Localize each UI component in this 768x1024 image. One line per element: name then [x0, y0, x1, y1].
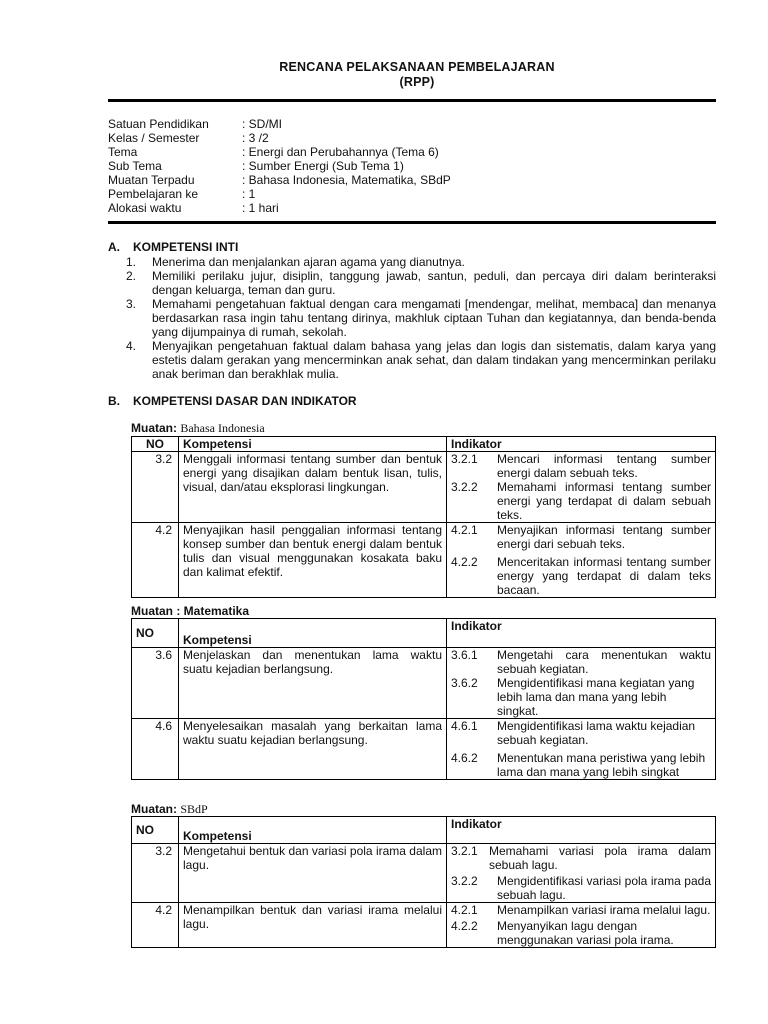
indikator-code: 4.2.2 [451, 555, 478, 569]
table-row [132, 719, 716, 780]
section-letter: A. [108, 240, 120, 254]
document-title: RENCANA PELAKSANAAN PEMBELAJARAN [279, 60, 555, 74]
indikator-code: 4.2.2 [451, 919, 478, 933]
indikator-item [451, 676, 711, 718]
col-header-indikator: Indikator [447, 437, 716, 452]
muatan-value: SBdP [180, 802, 208, 816]
col-header-no: NO [132, 437, 179, 452]
indikator-item [451, 751, 711, 779]
meta-key: Kelas / Semester [108, 131, 200, 145]
kd-number: 4.2 [132, 523, 179, 598]
section-title: KOMPETENSI DASAR DAN INDIKATOR [133, 394, 357, 408]
table-row [132, 648, 716, 719]
table-row [132, 844, 716, 903]
indikator-code: 4.6.2 [451, 751, 478, 765]
kd-kompetensi-line: Menjelaskan dan menentukan lama waktu [183, 648, 442, 662]
kd-number: 3.6 [132, 648, 179, 719]
kd-kompetensi-line: suatu kejadian berlangsung. [183, 662, 334, 676]
muatan-bahasa-indonesia [131, 421, 265, 436]
ki-number: 3. [126, 297, 137, 311]
meta-value: : Sumber Energi (Sub Tema 1) [242, 159, 404, 173]
kd-kompetensi [179, 648, 447, 719]
ki-number: 1. [126, 255, 137, 269]
meta-divider [108, 221, 716, 224]
section-letter: B. [108, 394, 120, 408]
meta-key: Satuan Pendidikan [108, 117, 209, 131]
indikator-text: Menyajikan informasi tentang sumber energi dari sebuah teks. [497, 523, 711, 551]
indikator-item [451, 844, 711, 872]
indikator-item [451, 523, 711, 551]
ki-number: 4. [126, 339, 137, 353]
ki-text: Memiliki perilaku jujur, disiplin, tanggung jawab, santun, peduli, dan percaya diri dalam berinteraksi dengan keluarga, teman dan guru. [152, 269, 716, 297]
indikator-item [451, 919, 711, 947]
meta-value: : 1 hari [242, 201, 279, 215]
indikator-text: Mengidentifikasi lama waktu kejadian sebuah kegiatan. [497, 719, 696, 747]
table-row [132, 452, 716, 523]
kd-kompetensi: Menggali informasi tentang sumber dan bentuk energi yang disajikan dalam bentuk lisan, tulis, visual, dan/atau eksplorasi lingkungan. [179, 452, 447, 523]
col-header-indikator: Indikator [447, 817, 716, 844]
indikator-text: Mengidentifikasi variasi pola irama pada sebuah lagu. [497, 874, 711, 902]
kd-indikator-cell [447, 648, 716, 719]
kd-number: 4.6 [132, 719, 179, 780]
indikator-text: Mengidentifikasi mana kegiatan yang lebih lama dan mana yang lebih singkat. [497, 676, 695, 718]
indikator-text: Mencari informasi tentang sumber energi dalam sebuah teks. [497, 452, 711, 480]
meta-key: Alokasi waktu [108, 201, 182, 215]
indikator-item [451, 648, 711, 676]
indikator-item [451, 874, 711, 902]
muatan-value: Bahasa Indonesia [180, 421, 265, 435]
indikator-text: Mengetahi cara menentukan waktu sebuah kegiatan. [497, 648, 711, 676]
meta-value: : Bahasa Indonesia, Matematika, SBdP [242, 173, 451, 187]
indikator-text: Menyanyikan lagu dengan menggunakan variasi pola irama. [497, 919, 674, 947]
kd-kompetensi: Menyajikan hasil penggalian informasi tentang konsep sumber dan bentuk energi dalam bentuk tulis dan visual menggunakan kosakata baku dan kalimat efektif. [179, 523, 447, 598]
ki-item-3 [126, 297, 716, 339]
ki-text: Menerima dan menjalankan ajaran agama yang dianutnya. [152, 255, 465, 269]
indikator-code: 3.2.1 [451, 844, 478, 858]
section-title: KOMPETENSI INTI [133, 240, 239, 254]
indikator-code: 4.6.1 [451, 719, 478, 733]
indikator-item [451, 903, 711, 917]
table-header-row [132, 619, 716, 648]
kd-number: 3.2 [132, 452, 179, 523]
indikator-item [451, 555, 711, 597]
muatan-label: Muatan: [131, 802, 177, 816]
meta-key: Pembelajaran ke [108, 187, 199, 201]
meta-value: : 3 /2 [242, 131, 269, 145]
table-row [132, 523, 716, 598]
meta-value: : SD/MI [242, 117, 283, 131]
col-header-kompetensi: Kompetensi [179, 619, 447, 648]
indikator-text: Menentukan mana peristiwa yang lebih lama dan mana yang lebih singkat [497, 751, 706, 779]
indikator-item [451, 480, 711, 522]
indikator-text: Menceritakan informasi tentang sumber energy yang terdapat di dalam teks bacaan. [497, 555, 711, 597]
muatan-label: Muatan: [131, 421, 177, 435]
header-divider [108, 99, 716, 102]
section-b-heading [108, 394, 508, 408]
col-header-kompetensi: Kompetensi [179, 437, 447, 452]
document-subtitle: (RPP) [399, 75, 435, 89]
ki-number: 2. [126, 269, 137, 283]
kd-number: 3.2 [132, 844, 179, 903]
kd-number: 4.2 [132, 903, 179, 948]
muatan-matematika [131, 604, 249, 618]
indikator-code: 3.2.2 [451, 480, 478, 494]
kd-indikator-cell [447, 844, 716, 903]
indikator-code: 3.6.1 [451, 648, 478, 662]
kd-kompetensi: Mengetahui bentuk dan variasi pola irama dalam lagu. [179, 844, 447, 903]
indikator-text: Memahami informasi tentang sumber energi yang terdapat di dalam sebuah teks. [497, 480, 711, 522]
indikator-code: 3.2.2 [451, 874, 478, 888]
meta-key: Sub Tema [108, 159, 162, 173]
indikator-code: 3.2.1 [451, 452, 478, 466]
kd-indikator-cell [447, 719, 716, 780]
kd-table-matematika [131, 618, 716, 780]
ki-text: Menyajikan pengetahuan faktual dalam bahasa yang jelas dan logis dan sistematis, dalam karya yang estetis dalam gerakan yang mencerminkan anak sehat, dan dalam tindakan yang mencerminkan perilaku anak beriman dan berakhlak mulia. [152, 339, 716, 381]
muatan-label: Muatan : Matematika [131, 604, 250, 618]
indikator-text: Memahami variasi pola irama dalam sebuah lagu. [489, 844, 711, 872]
ki-item-2 [126, 269, 716, 297]
muatan-sbdp [131, 802, 208, 817]
indikator-code: 3.6.2 [451, 676, 478, 690]
ki-item-4 [126, 339, 716, 381]
meta-value: : Energi dan Perubahannya (Tema 6) [242, 145, 439, 159]
ki-text: Memahami pengetahuan faktual dengan cara mengamati [mendengar, melihat, membaca] dan menanya berdasarkan rasa ingin tahu tentang dirinya, makhluk ciptaan Tuhan dan kegiatannya, dan benda-benda yang dijumpainya di rumah, sekolah. [152, 297, 716, 339]
indikator-text: Menampilkan variasi irama melalui lagu. [497, 903, 711, 917]
meta-key: Muatan Terpadu [108, 173, 195, 187]
meta-key: Tema [108, 145, 138, 159]
indikator-code: 4.2.1 [451, 903, 478, 917]
col-header-kompetensi: Kompetensi [179, 817, 447, 844]
ki-item-1 [126, 255, 716, 269]
indikator-code: 4.2.1 [451, 523, 478, 537]
table-header-row [132, 817, 716, 844]
section-a-heading [108, 240, 508, 254]
col-header-no: NO [132, 817, 179, 844]
meta-value: : 1 [242, 187, 256, 201]
indikator-item [451, 719, 711, 747]
table-row [132, 903, 716, 948]
kd-indikator-cell [447, 903, 716, 948]
kd-indikator-cell [447, 523, 716, 598]
kd-table-bahasa-indonesia [131, 436, 716, 598]
col-header-indikator: Indikator [447, 619, 716, 648]
table-header-row [132, 437, 716, 452]
col-header-no: NO [132, 619, 179, 648]
kd-kompetensi: Menyelesaikan masalah yang berkaitan lama waktu suatu kejadian berlangsung. [179, 719, 447, 780]
kd-table-sbdp [131, 816, 716, 948]
indikator-item [451, 452, 711, 480]
kd-indikator-cell [447, 452, 716, 523]
kd-kompetensi: Menampilkan bentuk dan variasi irama melalui lagu. [179, 903, 447, 948]
